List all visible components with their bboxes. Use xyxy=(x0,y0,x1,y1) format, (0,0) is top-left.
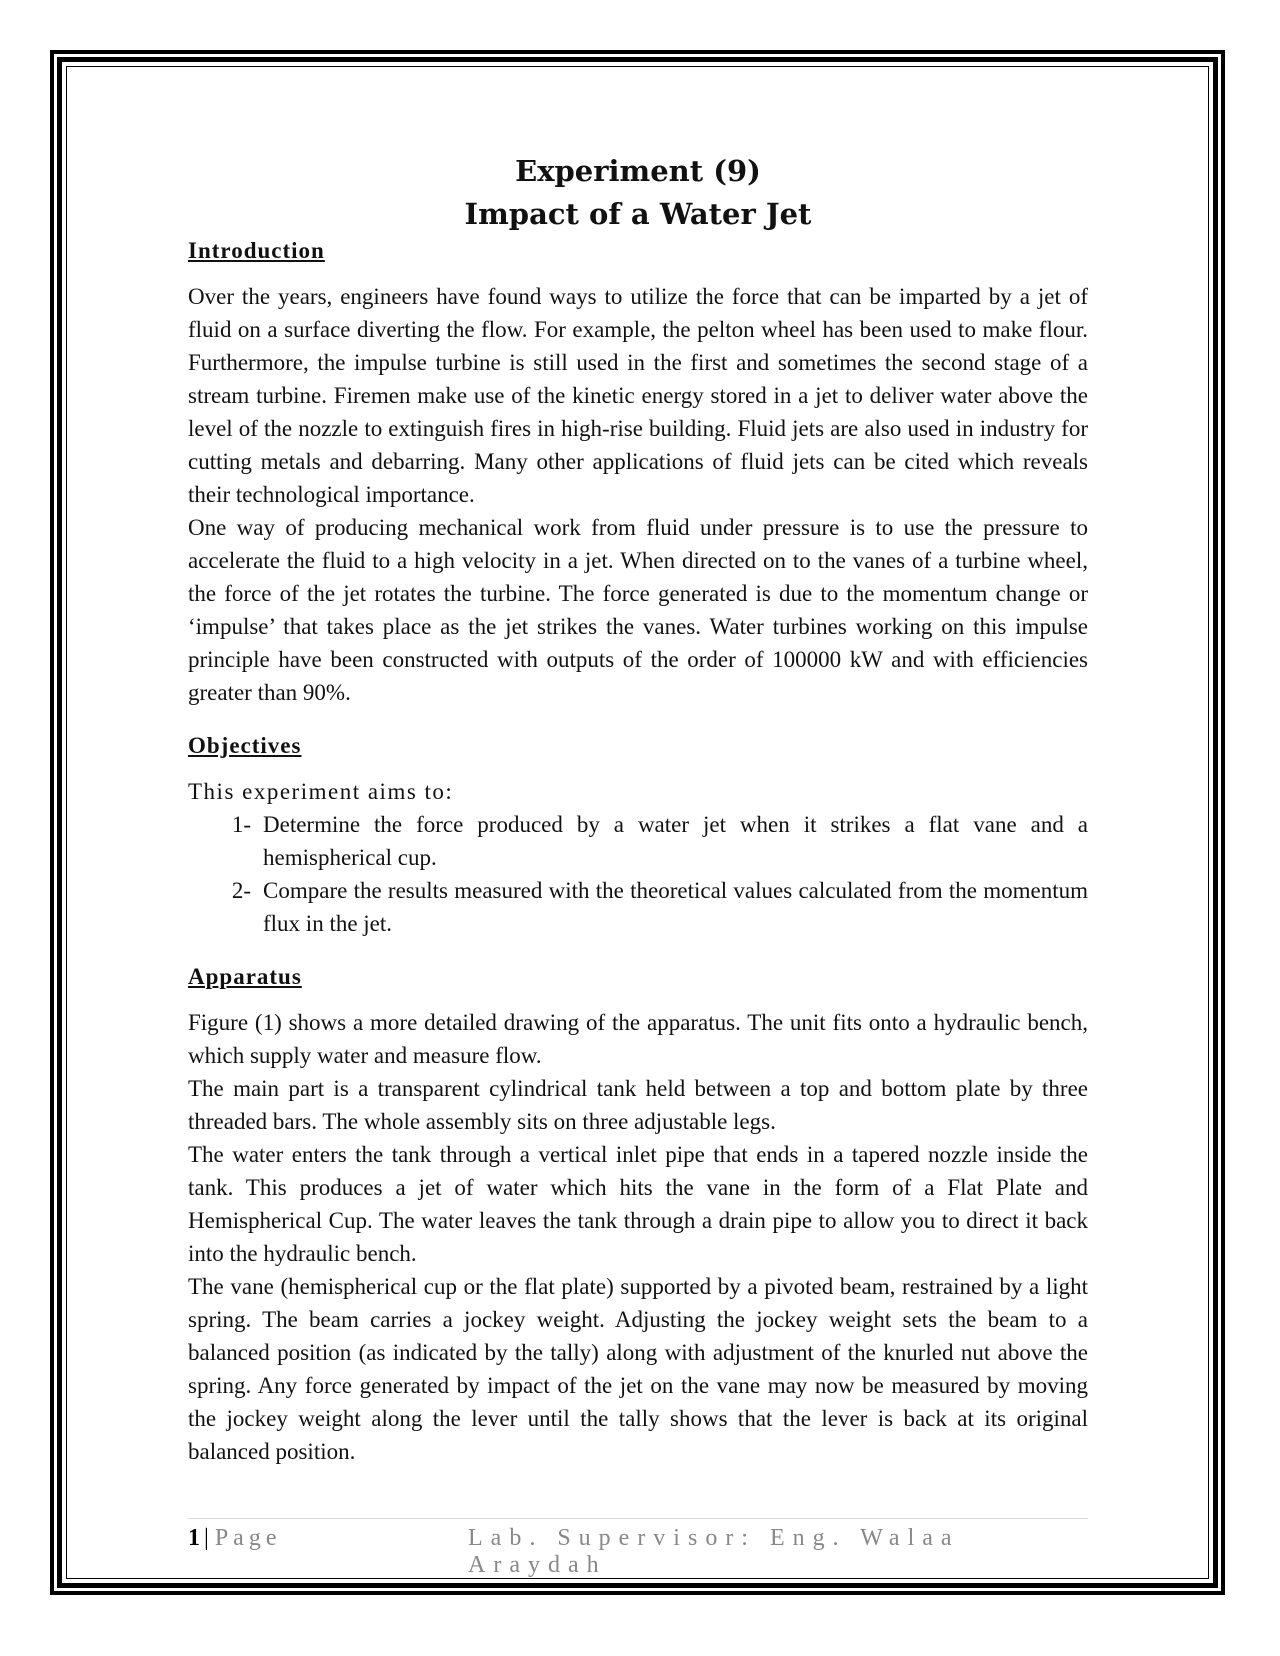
introduction-heading: Introduction xyxy=(188,238,325,263)
list-item xyxy=(188,808,1088,874)
objectives-intro: This experiment aims to: xyxy=(188,779,454,804)
apparatus-paragraph-1: Figure (1) shows a more detailed drawing of the apparatus. The unit fits onto a hydraulic bench, which supply water and measure flow. xyxy=(188,1010,1088,1068)
list-item-text: Compare the results measured with the theoretical values calculated from the momentum flux in the jet. xyxy=(263,878,1088,936)
list-item-number: 1- xyxy=(231,812,251,837)
document-body xyxy=(188,150,1088,1468)
page-separator: | xyxy=(204,1525,209,1551)
list-item xyxy=(188,874,1088,940)
objectives-list xyxy=(188,808,1088,940)
document-title-line-2: Impact of a Water Jet xyxy=(464,197,812,231)
apparatus-paragraph-3: The water enters the tank through a vertical inlet pipe that ends in a tapered nozzle inside the tank. This produces a jet of water which hits the vane in the form of a Flat Plate and Hemispherical Cup. The water leaves the tank through a drain pipe to allow you to direct it back into the hydraulic bench. xyxy=(188,1142,1088,1266)
apparatus-paragraph-4: The vane (hemispherical cup or the flat plate) supported by a pivoted beam, restrained by a light spring. The beam carries a jockey weight. Adjusting the jockey weight sets the beam to a balanced position (as indicated by the tally) along with adjustment of the knurled nut above the spring. Any force generated by impact of the jet on the vane may now be measured by moving the jockey weight along the lever until the tally shows that the lever is back at its original balanced position. xyxy=(188,1274,1088,1464)
page-footer xyxy=(188,1518,1088,1578)
apparatus-heading: Apparatus xyxy=(188,964,302,989)
page-number: 1 xyxy=(188,1525,200,1551)
page-label: Page xyxy=(214,1525,282,1551)
supervisor-credit: Lab. Supervisor: Eng. Walaa Araydah xyxy=(468,1525,960,1578)
page-indicator xyxy=(188,1525,281,1552)
introduction-paragraph-2: One way of producing mechanical work from fluid under pressure is to use the pressure to accelerate the fluid to a high velocity in a jet. When directed on to the vanes of a turbine wheel, the force of the jet rotates the turbine. The force generated is due to the momentum change or ‘impulse’ that takes place as the jet strikes the vanes. Water turbines working on this impulse principle have been constructed with outputs of the order of 100000 kW and with efficiencies greater than 90%. xyxy=(188,515,1088,705)
objectives-heading: Objectives xyxy=(188,733,302,758)
introduction-paragraph-1: Over the years, engineers have found ways to utilize the force that can be imparted by a jet of fluid on a surface diverting the flow. For example, the pelton wheel has been used to make flour. Furthermore, the impulse turbine is still used in the first and sometimes the second stage of a stream turbine. Firemen make use of the kinetic energy stored in a jet to deliver water above the level of the nozzle to extinguish fires in high-rise building. Fluid jets are also used in industry for cutting metals and debarring. Many other applications of fluid jets can be cited which reveals their technological importance. xyxy=(188,284,1088,507)
apparatus-paragraph-2: The main part is a transparent cylindrical tank held between a top and bottom plate by three threaded bars. The whole assembly sits on three adjustable legs. xyxy=(188,1076,1088,1134)
list-item-text: Determine the force produced by a water jet when it strikes a flat vane and a hemispherical cup. xyxy=(263,812,1088,870)
document-title-line-1: Experiment (9) xyxy=(515,154,761,188)
list-item-number: 2- xyxy=(231,878,251,903)
